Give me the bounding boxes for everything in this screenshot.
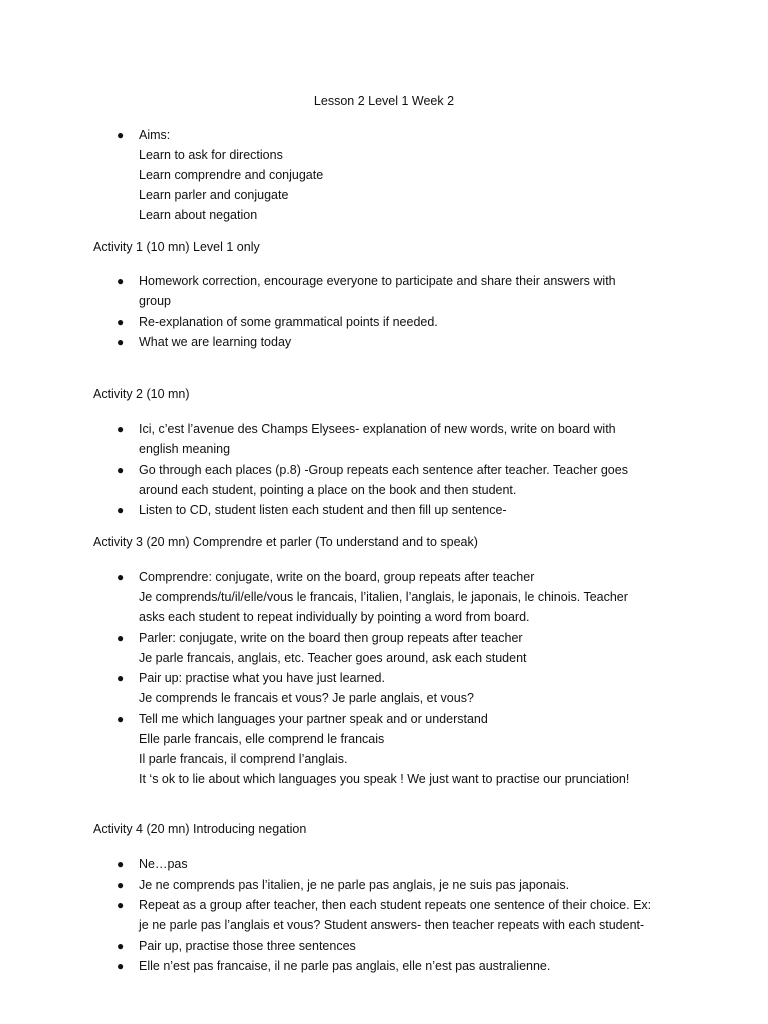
item-line: Comprendre: conjugate, write on the board, group repeats after teacher	[139, 570, 535, 584]
item-line: Elle n’est pas francaise, il ne parle pas anglais, elle n’est pas australienne.	[139, 959, 551, 973]
bullet-icon: ●	[117, 274, 125, 288]
list-item	[93, 936, 673, 956]
item-line: Go through each places (p.8) -Group repeats each sentence after teacher. Teacher goes	[139, 462, 628, 477]
bullet-icon: ●	[117, 877, 125, 892]
list-item	[93, 500, 673, 520]
item-line: Il parle francais, il comprend l’anglais.	[139, 751, 348, 766]
bullet-icon: ●	[117, 422, 125, 436]
bullet-icon: ●	[117, 857, 125, 871]
activity3-heading: Activity 3 (20 mn) Comprendre et parler (To understand and to speak)	[93, 535, 478, 549]
bullet-icon: ●	[117, 898, 125, 912]
item-line: Ici, c’est l’avenue des Champs Elysees- explanation of new words, write on board with	[139, 422, 616, 436]
bullet-icon: ●	[117, 711, 125, 726]
list-item	[93, 875, 673, 895]
aims-line: Learn parler and conjugate	[139, 188, 289, 202]
bullet-icon: ●	[117, 630, 125, 645]
bullet-icon: ●	[117, 314, 125, 329]
item-line: Ne…pas	[139, 857, 188, 871]
activity1-list	[93, 271, 673, 352]
bullet-icon: ●	[117, 503, 125, 517]
item-line: je ne parle pas l’anglais et vous? Student answers- then teacher repeats with each student-	[139, 918, 645, 932]
activity2-list	[93, 419, 673, 520]
item-line: Pair up, practise those three sentences	[139, 938, 356, 953]
bullet-icon: ●	[117, 335, 125, 349]
item-line: Je ne comprends pas l’italien, je ne parle pas anglais, je ne suis pas japonais.	[139, 877, 570, 892]
list-item	[93, 628, 673, 668]
page-title: Lesson 2 Level 1 Week 2	[313, 94, 455, 108]
aims-list	[93, 125, 673, 225]
activity2-heading: Activity 2 (10 mn)	[93, 387, 190, 401]
item-line: asks each student to repeat individually by pointing a word from board.	[139, 610, 530, 624]
aims-line: Aims:	[139, 128, 171, 142]
bullet-icon: ●	[117, 462, 125, 477]
activity3-list	[93, 567, 673, 789]
item-line: Parler: conjugate, write on the board then group repeats after teacher	[139, 630, 523, 645]
list-item	[93, 271, 673, 311]
list-item	[93, 854, 673, 874]
list-item	[93, 332, 673, 352]
activity4-list	[93, 854, 673, 976]
list-item	[93, 125, 673, 225]
bullet-icon: ●	[117, 128, 125, 142]
list-item	[93, 312, 673, 332]
item-line: Je comprends le francais et vous? Je parle anglais, et vous?	[139, 691, 474, 705]
list-item	[93, 567, 673, 627]
aims-line: Learn to ask for directions	[139, 148, 283, 162]
item-line: Pair up: practise what you have just learned.	[139, 671, 385, 685]
item-line: around each student, pointing a place on the book and then student.	[139, 482, 517, 497]
bullet-icon: ●	[117, 570, 125, 584]
item-line: Elle parle francais, elle comprend le francais	[139, 731, 385, 746]
item-line: english meaning	[139, 442, 231, 456]
item-line: What we are learning today	[139, 335, 292, 349]
item-line: Je comprends/tu/il/elle/vous le francais, l’italien, l’anglais, le japonais, le chinois. Teacher	[139, 590, 628, 604]
item-line: group	[139, 294, 171, 308]
aims-line: Learn about negation	[139, 208, 258, 222]
item-line: It ‘s ok to lie about which languages you speak ! We just want to practise our prunciation!	[139, 771, 630, 786]
list-item	[93, 895, 673, 935]
list-item	[93, 668, 673, 708]
item-line: Re-explanation of some grammatical points if needed.	[139, 314, 438, 329]
item-line: Tell me which languages your partner speak and or understand	[139, 711, 488, 726]
list-item	[93, 709, 673, 789]
list-item	[93, 419, 673, 459]
aims-line: Learn comprendre and conjugate	[139, 168, 324, 182]
activity1-heading: Activity 1 (10 mn) Level 1 only	[93, 240, 260, 254]
list-item	[93, 460, 673, 500]
bullet-icon: ●	[117, 671, 125, 685]
item-line: Homework correction, encourage everyone to participate and share their answers with	[139, 274, 616, 288]
activity4-heading: Activity 4 (20 mn) Introducing negation	[93, 822, 307, 836]
list-item	[93, 956, 673, 976]
bullet-icon: ●	[117, 959, 125, 973]
item-line: Je parle francais, anglais, etc. Teacher goes around, ask each student	[139, 650, 527, 665]
item-line: Listen to CD, student listen each student and then fill up sentence-	[139, 503, 507, 517]
item-line: Repeat as a group after teacher, then each student repeats one sentence of their choice. Ex:	[139, 898, 652, 912]
bullet-icon: ●	[117, 938, 125, 953]
